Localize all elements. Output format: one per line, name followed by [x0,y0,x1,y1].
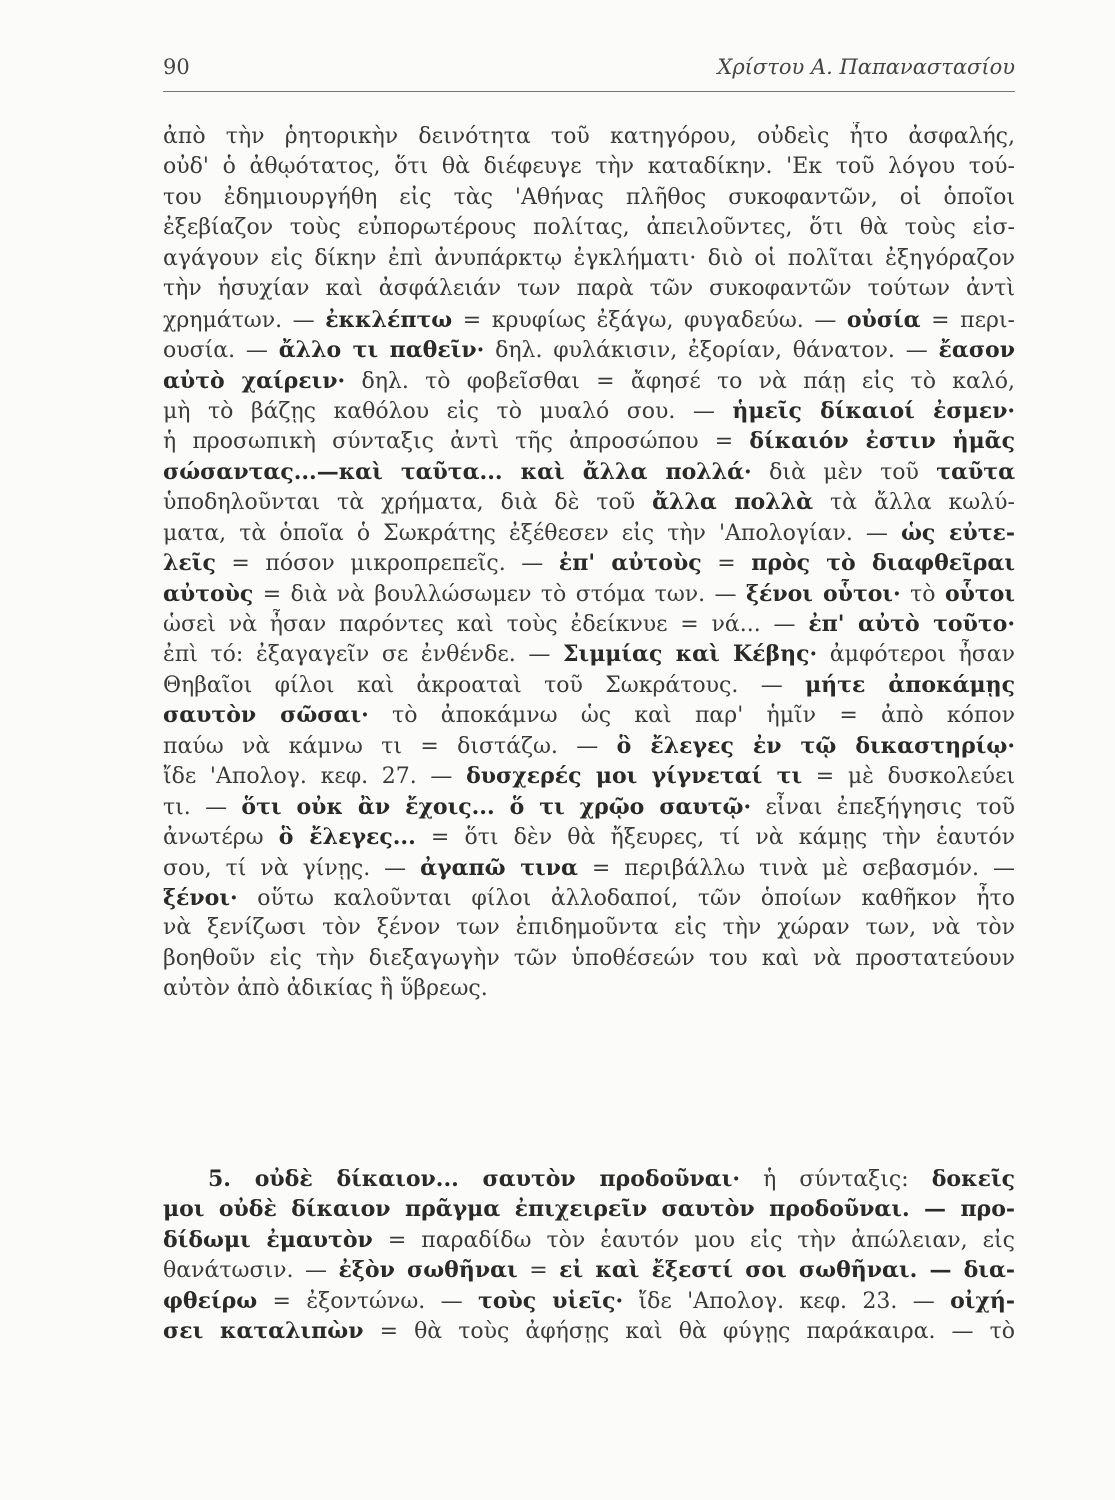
bold-lemma: φθείρω [163,1287,258,1314]
text-run: παύω νὰ κάμνω τι = διστάζω. — [163,733,617,759]
text-line [163,1164,1015,1194]
text-run: = [701,551,752,577]
text-run: = περιβάλλω τινὰ μὲ σεβασμόν. — [577,855,1015,881]
text-run: = [517,1258,560,1284]
text-run: αγάγουν εἰς δίκην ἐπὶ ἀνυπάρκτῳ ἐγκλήματι· διὸ οἱ πολῖται ἐξηγόραζον [163,245,1015,271]
bold-lemma: μήτε ἀποκάμῃς [805,671,1015,698]
bold-lemma: ἄλλα πολλὰ [652,489,814,516]
bold-lemma: σώσαντας...—καὶ ταῦτα... καὶ ἄλλα πολλά· [163,458,752,485]
text-run: διὰ μὲν τοῦ [751,459,937,485]
text-run: ὑποδηλοῦνται τὰ χρήματα, διὰ δὲ τοῦ [163,490,653,516]
text-line [163,1255,1015,1285]
bold-lemma: εἰ καὶ ἔξεστί σοι σωθῆναι. — δια- [559,1257,1015,1284]
bold-lemma: ἐπ' αὐτὸ τοῦτο· [808,611,1015,637]
text-line [163,274,1015,304]
text-run: δηλ. τὸ φοβεῖσθαι = ἄφησέ το νὰ πάῃ εἰς τὸ καλό, [345,368,1015,394]
text-run: ἴδε 'Απολογ. κεφ. 23. — [623,1288,951,1314]
text-run: θανάτωσιν. — [163,1258,339,1284]
text-run: Θηβαῖοι φίλοι καὶ ἀκροαταὶ τοῦ Σωκράτους. — [163,672,806,698]
text-run: τὸ ἀποκάμνω ὡς καὶ παρ' ἡμῖν = ἀπὸ κόπον [368,703,1015,729]
bold-lemma: ταῦτα [936,458,1015,485]
text-run: τι. — [163,794,242,820]
text-line [163,548,1015,578]
text-line [163,700,1015,730]
text-run: ματα, τὰ ὁποῖα ὁ Σωκράτης ἐξέθεσεν εἰς τὴν 'Απολογίαν. — [163,520,901,546]
bold-lemma: οὗτοι [944,580,1015,607]
text-run: = ὅτι δὲν θὰ ἤξευρες, τί νὰ κάμῃς τὴν ἑαυτόν [415,825,1015,851]
text-run: = θὰ τοὺς ἀφήσῃς καὶ θὰ φύγῃς παράκαιρα. — τὸ [363,1319,1015,1345]
text-run: ἀπὸ τὴν ῥητορικὴν δεινότητα τοῦ κατηγόρου, οὐδεὶς ἦτο ἀσφαλής, [163,124,1015,149]
bold-lemma: αὐτὸ χαίρειν· [163,367,346,394]
bold-lemma: ἄλλο τι παθεῖν· [278,337,485,364]
bold-lemma: ὡς εὐτε- [900,519,1015,546]
text-run: τὸ [900,581,945,607]
text-line [163,152,1015,182]
text-run: ὡσεὶ νὰ ἦσαν παρόντες καὶ τοὺς ἐδείκνυε = νά... — [163,612,809,637]
text-run: = διὰ νὰ βουλλώσωμεν τὸ στόμα των. — [253,581,746,607]
text-line [163,183,1015,213]
bold-lemma: οἰχή- [950,1287,1015,1314]
bold-lemma: δίδωμι ἐμαυτὸν [163,1226,373,1253]
text-run: αὐτὸν ἀπὸ ἀδικίας ἢ ὕβρεως. [163,976,488,1002]
text-run: οὐδ' ὁ ἀθῳότατος, ὅτι θὰ διέφευγε τὴν καταδίκην. 'Εκ τοῦ λόγου τού- [163,154,1015,180]
text-run: = ἐξοντώνω. — [257,1288,479,1314]
text-run: = πόσον μικροπρεπεῖς. — [215,551,559,577]
text-run: βοηθοῦν εἰς τὴν διεξαγωγὴν τῶν ὑποθέσεών του καὶ νὰ προστατεύουν [163,945,1015,971]
text-line [163,731,1015,761]
text-run: ἡ σύνταξις: [739,1167,932,1192]
bold-lemma: μοι οὐδὲ δίκαιον πρᾶγμα ἐπιχειρεῖν σαυτὸν προδοῦναι. — προ- [163,1196,1015,1223]
page-header [163,55,1015,92]
bold-lemma: ἀγαπῶ τινα [420,854,578,881]
bold-lemma: Σιμμίας καὶ Κέβης· [563,641,818,668]
bold-lemma: ἡμεῖς δίκαιοί ἐσμεν· [732,397,1015,424]
bold-lemma: ἐκκλέπτω [325,306,453,333]
text-run: μὴ τὸ βάζῃς καθόλου εἰς τὸ μυαλό σου. — [163,398,733,424]
text-run: νὰ ξενίζωσι τὸν ξένον των ἐπιδημοῦντα εἰς τὴν χώραν των, νὰ τὸν [163,915,1015,941]
text-line [163,366,1015,396]
text-run: ἀνωτέρω [163,825,279,851]
bold-lemma: ξένοι οὗτοι· [745,580,901,607]
text-run: = μὲ δυσκολεύει [802,764,1015,790]
text-line [163,974,1015,1004]
bold-lemma: ἐπ' αὐτοὺς [558,550,702,577]
text-line [163,792,1015,822]
bold-lemma: λεῖς [163,550,216,577]
text-run: = παραδίδω τὸν ἑαυτόν μου εἰς τὴν ἀπώλειαν, εἰς [372,1227,1015,1253]
text-line [163,670,1015,700]
text-run: δηλ. φυλάκισιν, ἐξορίαν, θάνατον. — [484,338,939,364]
commentary-paragraph-1 [163,122,1015,1005]
text-line [163,853,1015,883]
text-line [163,639,1015,669]
text-line [163,579,1015,609]
text-run: εἶναι ἐπεξήγησις τοῦ [751,794,1015,820]
text-line [163,1194,1015,1224]
text-line [163,1286,1015,1316]
bold-lemma: αὐτοὺς [163,580,254,607]
text-run: ουσία. — [163,338,279,364]
bold-lemma: δοκεῖς [931,1166,1015,1192]
bold-lemma: τοὺς υἱεῖς· [478,1287,624,1314]
text-run: ἐπὶ τό: ἐξαγαγεῖν σε ἐνθένδε. — [163,642,563,668]
text-line [163,761,1015,791]
text-run: τὰ ἄλλα κωλύ- [813,490,1015,516]
bold-lemma: ὃ ἔλεγες ἐν τῷ δικαστηρίῳ· [616,732,1015,759]
bold-lemma: δυσχερές μοι γίγνεταί τι [466,763,803,790]
text-run: τὴν ἡσυχίαν καὶ ἀσφάλειάν των παρὰ τῶν συκοφαντῶν τούτων ἀντὶ [163,276,1015,302]
text-line [163,305,1015,335]
text-run: ἀμφότεροι ἦσαν [817,642,1015,668]
bold-lemma: δίκαιόν ἐστιν ἡμᾶς [749,428,1015,455]
text-line [163,518,1015,548]
bold-lemma: πρὸς τὸ διαφθεῖραι [751,550,1015,577]
bold-lemma: ξένοι· [163,884,238,911]
bold-lemma: σαυτὸν σῶσαι· [163,702,369,729]
text-line [163,913,1015,943]
text-line [163,822,1015,852]
page-number: 90 [163,55,190,79]
text-line [163,213,1015,243]
text-run: του ἐδημιουργήθη εἰς τὰς 'Αθήνας πλῆθος συκοφαντῶν, οἱ ὁποῖοι [163,184,1015,210]
text-line [163,122,1015,152]
text-line [163,883,1015,913]
running-title: Χρίστου Α. Παπαναστασίου [717,55,1015,79]
text-line [163,609,1015,639]
bold-lemma: 5. οὐδὲ δίκαιον... σαυτὸν προδοῦναι· [208,1166,740,1192]
text-line [163,944,1015,974]
text-run: = κρυφίως ἐξάγω, φυγαδεύω. — [452,307,847,333]
text-run: σου, τί νὰ γίνῃς. — [163,855,421,881]
text-run: οὕτω καλοῦνται φίλοι ἀλλοδαποί, τῶν ὁποίων καθῆκον ἦτο [237,885,1015,911]
bold-lemma: ἔασον [938,337,1015,364]
text-run: ἴδε 'Απολογ. κεφ. 27. — [163,764,467,790]
commentary-paragraph-2 [163,1164,1015,1347]
text-line [163,487,1015,517]
text-run: χρημάτων. — [163,307,326,333]
text-run: ἐξεβίαζον τοὺς εὐπορωτέρους πολίτας, ἀπειλοῦντες, ὅτι θὰ τοὺς εἰσ- [163,215,1015,241]
bold-lemma: ὃ ἔλεγες... [278,824,416,851]
bold-lemma: οὐσία [846,306,921,333]
text-line [163,396,1015,426]
text-line [163,244,1015,274]
text-run: ἡ προσωπικὴ σύνταξις ἀντὶ τῆς ἀπροσώπου = [163,429,750,455]
text-line [163,426,1015,456]
text-line [163,335,1015,365]
text-line [163,1225,1015,1255]
text-line [163,1316,1015,1346]
bold-lemma: σει καταλιπὼν [163,1318,364,1345]
bold-lemma: ἐξὸν σωθῆναι [338,1257,518,1284]
bold-lemma: ὅτι οὐκ ἂν ἔχοις... ὅ τι χρῷο σαυτῷ· [241,793,752,820]
text-line [163,457,1015,487]
text-run: = περι- [920,307,1015,333]
